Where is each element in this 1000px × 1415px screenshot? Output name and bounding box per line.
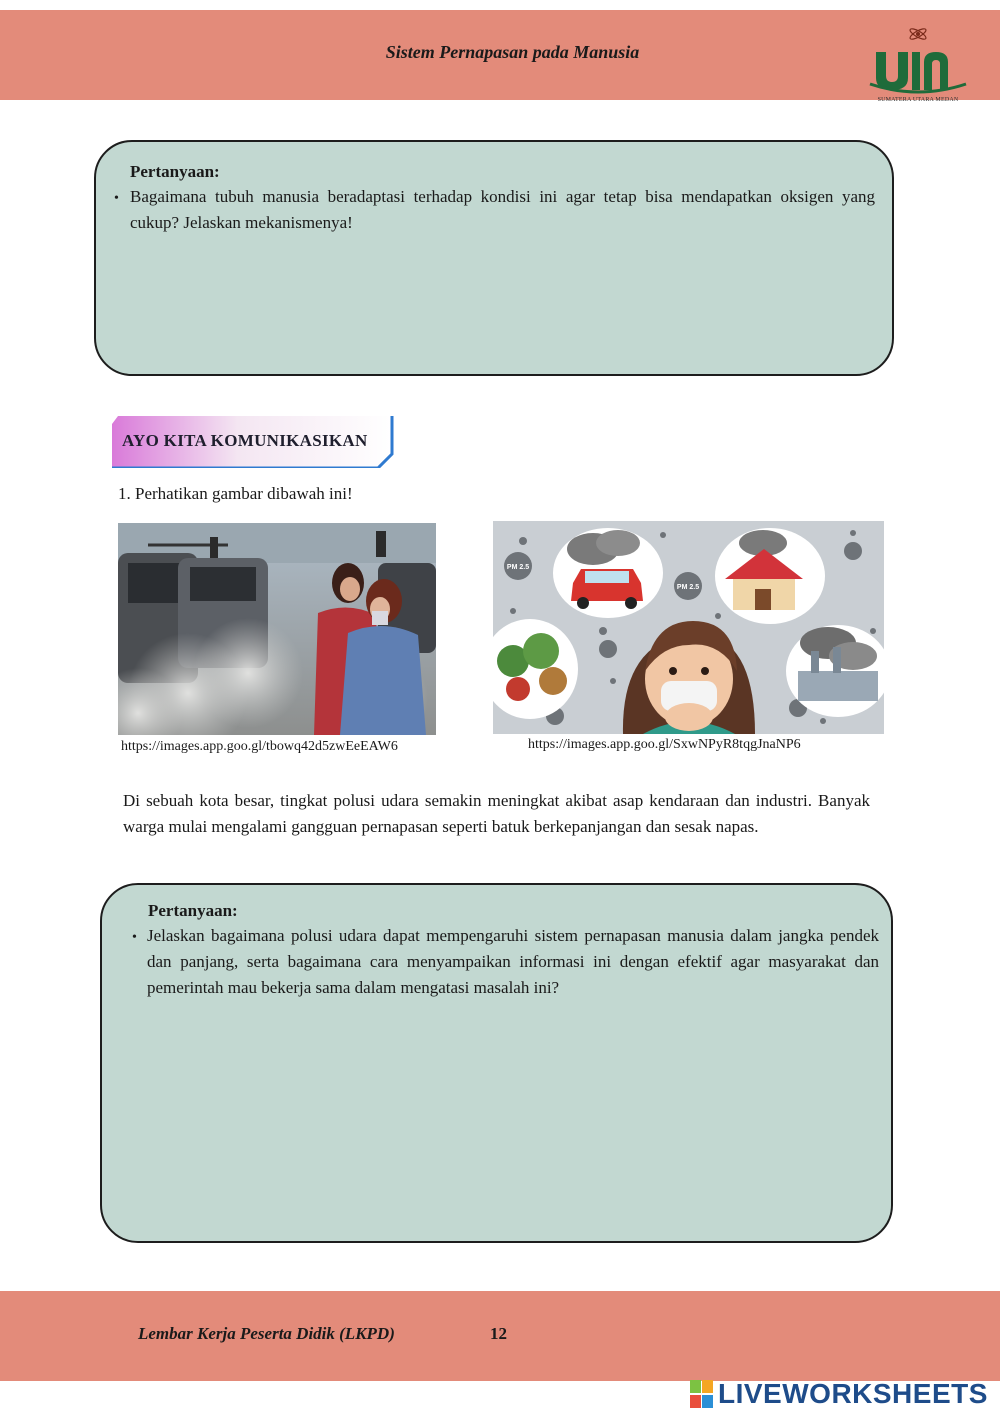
footer-title: Lembar Kerja Peserta Didik (LKPD) — [138, 1324, 395, 1343]
page-number: 12 — [490, 1324, 507, 1343]
question-label: Pertanyaan: — [148, 901, 238, 920]
liveworksheets-logo[interactable] — [690, 1376, 990, 1412]
header-title: Sistem Pernapasan pada Manusia — [385, 42, 640, 62]
svg-text:PM 2.5: PM 2.5 — [676, 584, 700, 591]
page-footer — [0, 1291, 1000, 1381]
page-header — [0, 10, 1000, 103]
photo-1-caption[interactable]: https://images.app.goo.gl/tbowq42d5zwEeEAW6 — [121, 739, 398, 754]
pollution-illustration — [493, 521, 884, 734]
question-box-2[interactable] — [100, 883, 893, 1243]
instruction-text: 1. Perhatikan gambar dibawah ini! — [118, 484, 353, 503]
liveworksheets-icon — [690, 1380, 714, 1410]
liveworksheets-text: LIVEWORKSHEETS — [718, 1378, 988, 1409]
question-label: Pertanyaan: — [130, 162, 220, 181]
photo-2-caption[interactable]: https://images.app.goo.gl/SxwNPyR8tqgJnaNP6 — [528, 737, 801, 752]
svg-text:PM 2.5: PM 2.5 — [506, 564, 530, 571]
logo-caption: SUMATERA UTARA MEDAN — [877, 97, 959, 103]
case-paragraph: Di sebuah kota besar, tingkat polusi udara semakin meningkat akibat asap kendaraan dan industri. Banyak warga mulai mengalami gangguan pernapasan seperti batuk berkepanjangan dan sesak napas. — [123, 791, 870, 836]
section-title: AYO KITA KOMUNIKASIKAN — [122, 431, 368, 450]
smog-street-photo — [118, 523, 436, 735]
bullet-icon: • — [114, 191, 119, 206]
bullet-icon: • — [132, 930, 137, 945]
university-logo — [868, 24, 968, 104]
question-text: Jelaskan bagaimana polusi udara dapat mempengaruhi sistem pernapasan manusia dalam jangka pendek dan panjang, serta bagaimana cara menyampaikan informasi ini dengan efektif agar masyarakat dan pemerintah mau bekerja sama dalam mengatasi masalah ini? — [147, 926, 879, 997]
section-banner — [112, 416, 395, 468]
logo-emblem-icon — [909, 27, 928, 41]
question-text: Bagaimana tubuh manusia beradaptasi terhadap kondisi ini agar tetap bisa mendapatkan oksigen yang cukup? Jelaskan mekanismenya! — [130, 187, 875, 232]
question-box-1[interactable] — [94, 140, 894, 376]
